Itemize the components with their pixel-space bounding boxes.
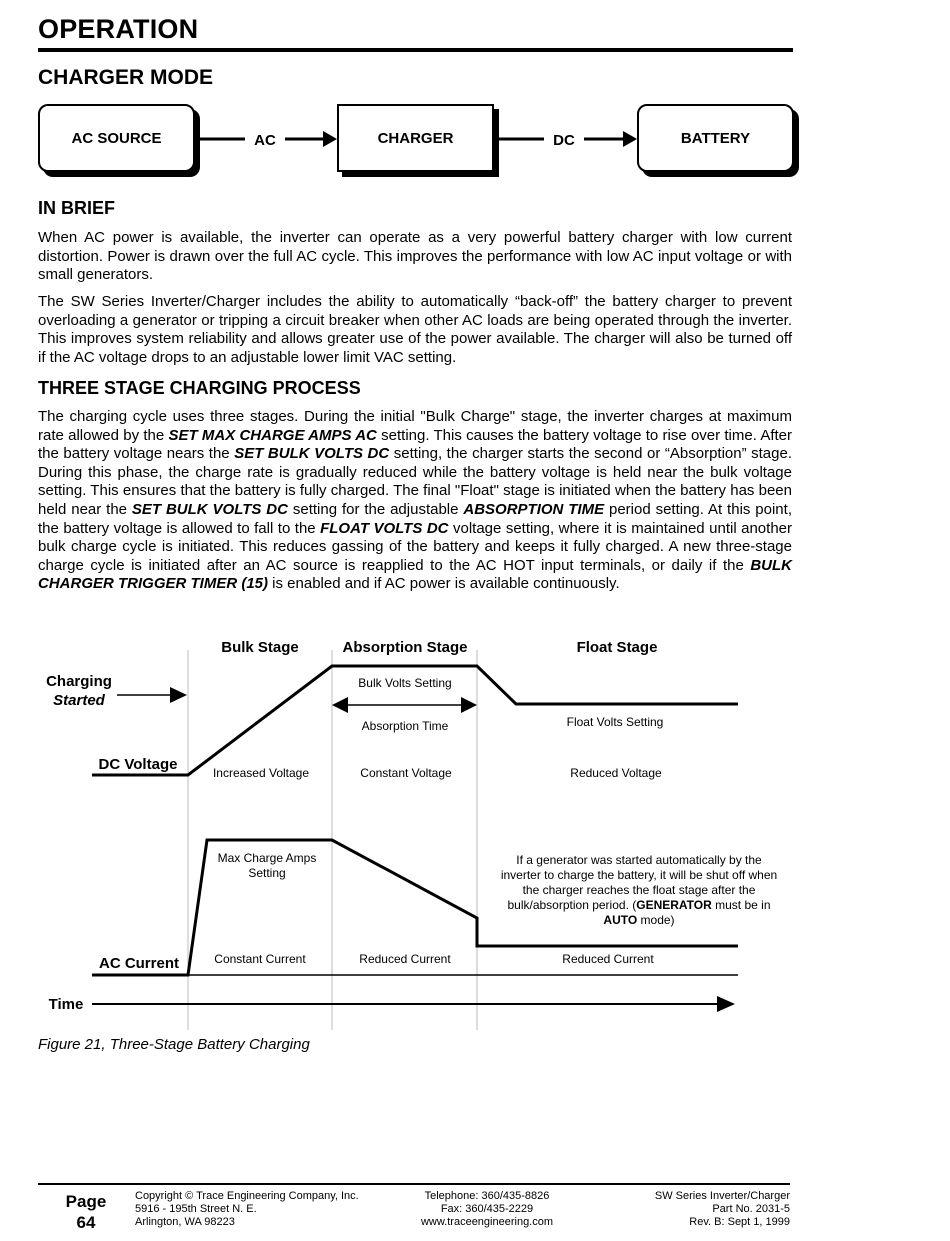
reduced-current-label-absorption: Reduced Current	[359, 952, 451, 966]
time-axis-arrowhead	[717, 996, 735, 1012]
absorption-time-arrowhead-right	[461, 697, 477, 713]
ac-flow-label: AC	[254, 132, 276, 149]
time-label: Time	[48, 996, 84, 1013]
charging-label: Charging	[46, 673, 112, 690]
absorption-time-arrowhead-left	[332, 697, 348, 713]
footer-copyright: Copyright © Trace Engineering Company, Inc.	[135, 1190, 359, 1202]
page-number-block	[40, 1191, 132, 1233]
generator-note-line-5: AUTO mode)	[603, 913, 675, 927]
constant-voltage-label: Constant Voltage	[360, 766, 452, 780]
keyword-float-volts: FLOAT VOLTS DC	[320, 519, 449, 537]
three-stage-text-6: voltage setting, where it is maintained until another bulk charge cycle is initiated. This reduces gassing of the battery and keeps it fully charged. A new three-stage charge cycle is initiated after an AC source is reapplied to the AC HOT input terminals, or daily if the	[38, 519, 792, 574]
flow-arrows	[0, 0, 950, 200]
stage-float-label: Float Stage	[576, 639, 658, 656]
dc-voltage-label: DC Voltage	[98, 756, 178, 773]
in-brief-paragraph-2: The SW Series Inverter/Charger includes the ability to automatically “back-off” the battery charger to prevent overloading a generator or tripping a circuit breaker when other AC loads are being operated through the inverter. This improves system reliability and allows greater use of the power available. The charger will also be turned off if the AC voltage drops to an adjustable lower limit VAC setting.	[38, 293, 792, 366]
figure-caption: Figure 21, Three-Stage Battery Charging	[38, 1036, 310, 1053]
page-number: 64	[76, 1213, 96, 1232]
footer-rule	[38, 1183, 790, 1185]
float-volts-setting-label: Float Volts Setting	[566, 715, 664, 729]
footer-fax: Fax: 360/435-2229	[440, 1203, 534, 1215]
footer-contact-block	[387, 1190, 587, 1229]
ac-current-label: AC Current	[98, 955, 180, 972]
page-label: Page	[65, 1192, 107, 1211]
section-title-charger-mode: CHARGER MODE	[38, 66, 214, 89]
three-stage-text-7: is enabled and if AC power is available continuously.	[268, 575, 620, 593]
keyword-set-max-charge-amps: SET MAX CHARGE AMPS AC	[168, 426, 377, 444]
keyword-set-bulk-volts-2: SET BULK VOLTS DC	[131, 500, 288, 518]
keyword-set-bulk-volts-1: SET BULK VOLTS DC	[234, 445, 390, 463]
footer-telephone: Telephone: 360/435-8826	[424, 1190, 550, 1202]
dc-flow-label: DC	[553, 132, 575, 149]
footer-website: www.traceengineering.com	[420, 1216, 554, 1228]
max-charge-amps-label-1: Max Charge Amps	[217, 851, 317, 865]
started-label: Started	[53, 692, 105, 709]
stage-bulk-label: Bulk Stage	[221, 639, 299, 656]
ac-source-label: AC SOURCE	[71, 129, 162, 147]
section-heading-three-stage: THREE STAGE CHARGING PROCESS	[38, 378, 361, 398]
constant-current-label: Constant Current	[214, 952, 306, 966]
footer-product: SW Series Inverter/Charger	[654, 1190, 790, 1202]
generator-note-line-3: the charger reaches the float stage after the	[522, 883, 756, 897]
three-stage-paragraph	[38, 408, 792, 594]
three-stage-text-2: setting. This causes the battery voltage to rise over time. After the battery voltage nears the	[38, 426, 792, 463]
footer-product-block	[590, 1190, 790, 1229]
generator-note-line-4: bulk/absorption period. (GENERATOR must be in	[507, 898, 771, 912]
three-stage-text-4: setting for the adjustable	[287, 500, 464, 518]
dc-arrowhead	[623, 131, 637, 147]
generator-note-line-1: If a generator was started automatically by the	[516, 853, 762, 867]
three-stage-text-5: period setting. At this point, the battery voltage is allowed to fall to the	[38, 500, 792, 537]
increased-voltage-label: Increased Voltage	[212, 766, 310, 780]
keyword-absorption-time: ABSORPTION TIME	[463, 500, 605, 518]
bulk-volts-setting-label: Bulk Volts Setting	[358, 676, 452, 690]
footer-copyright-block	[135, 1190, 359, 1229]
section-heading-in-brief: IN BRIEF	[38, 198, 116, 218]
battery-label: BATTERY	[680, 129, 751, 147]
footer-address-2: Arlington, WA 98223	[135, 1216, 235, 1228]
max-charge-amps-label-2: Setting	[248, 866, 286, 880]
footer-rev: Rev. B: Sept 1, 1999	[689, 1216, 790, 1228]
charging-started-arrowhead	[170, 687, 187, 703]
stage-absorption-label: Absorption Stage	[342, 639, 468, 656]
generator-note-line-2: inverter to charge the battery, it will be shut off when	[500, 868, 778, 882]
charger-label: CHARGER	[377, 129, 454, 147]
footer-part: Part No. 2031-5	[712, 1203, 790, 1215]
three-stage-text-3: setting, the charger starts the second or “Absorption” stage. During this phase, the charge rate is gradually reduced while the battery voltage is held near the bulk voltage setting. This ensures that the battery is fully charged. The final "Float" stage is initiated when the battery has been held near the	[38, 445, 793, 518]
in-brief-paragraph-1: When AC power is available, the inverter can operate as a very powerful battery charger with low current distortion. Power is drawn over the full AC cycle. This improves the performance with low AC input voltage or with small generators.	[38, 229, 792, 284]
page-title: OPERATION	[38, 14, 199, 44]
three-stage-text-1: The charging cycle uses three stages. During the initial "Bulk Charge" stage, the inverter charges at maximum rate allowed by the	[38, 408, 792, 444]
reduced-current-label-float: Reduced Current	[562, 952, 654, 966]
reduced-voltage-label: Reduced Voltage	[570, 766, 662, 780]
footer-address-1: 5916 - 195th Street N. E.	[135, 1203, 257, 1215]
keyword-bulk-charger-trigger-timer: BULK CHARGER TRIGGER TIMER (15)	[38, 556, 792, 593]
charging-diagram	[0, 620, 950, 1030]
ac-arrowhead	[323, 131, 337, 147]
absorption-time-label: Absorption Time	[361, 719, 449, 733]
